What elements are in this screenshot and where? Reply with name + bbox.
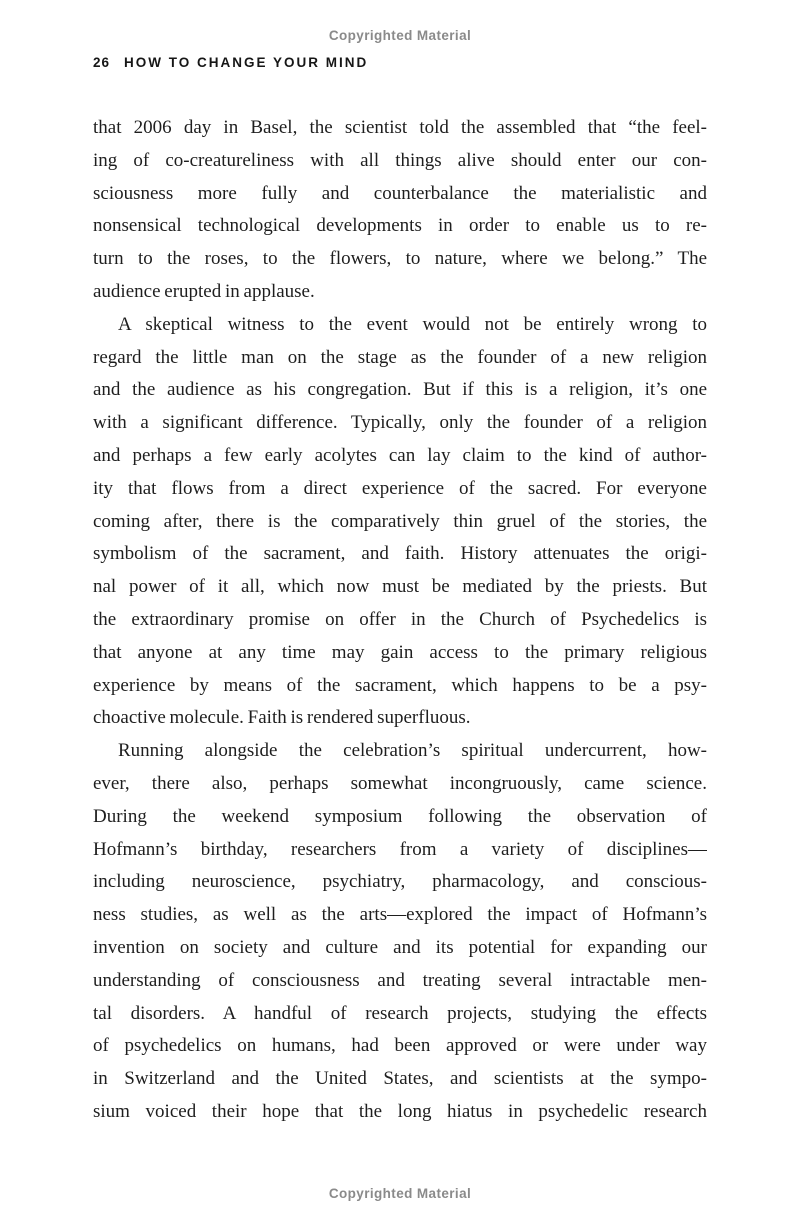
text-line: ing of co-creatureliness with all things alive should enter our con- xyxy=(93,149,707,171)
copyright-notice-bottom: Copyrighted Material xyxy=(328,1186,472,1201)
text-line: of psychedelics on humans, had been approved or were under way xyxy=(93,1035,707,1057)
text-line: and perhaps a few early acolytes can lay claim to the kind of author- xyxy=(93,444,707,466)
text-line: Hofmann’s birthday, researchers from a variety of disciplines— xyxy=(93,838,707,860)
text-line: the extraordinary promise on offer in the Church of Psychedelics is xyxy=(93,608,707,630)
text-line: ever, there also, perhaps somewhat incongruously, came science. xyxy=(93,772,707,794)
text-line: sciousness more fully and counterbalance the materialistic and xyxy=(93,182,707,204)
running-header xyxy=(93,55,368,70)
text-line: audience erupted in applause. xyxy=(93,280,315,302)
text-line: invention on society and culture and its potential for expanding our xyxy=(93,936,707,958)
text-line: tal disorders. A handful of research projects, studying the effects xyxy=(93,1002,707,1024)
text-line: nal power of it all, which now must be mediated by the priests. But xyxy=(93,576,707,598)
text-line: Running alongside the celebration’s spiritual undercurrent, how- xyxy=(118,740,707,762)
text-line: and the audience as his congregation. But if this is a religion, it’s one xyxy=(93,379,707,401)
text-line: experience by means of the sacrament, which happens to be a psy- xyxy=(93,674,707,696)
text-line: understanding of consciousness and treating several intractable men- xyxy=(93,969,707,991)
text-line: nonsensical technological developments in order to enable us to re- xyxy=(93,215,707,237)
text-line: with a significant difference. Typically, only the founder of a religion xyxy=(93,412,707,434)
text-line: ness studies, as well as the arts—explored the impact of Hofmann’s xyxy=(93,904,707,926)
text-line: sium voiced their hope that the long hiatus in psychedelic research xyxy=(93,1100,707,1122)
text-line: including neuroscience, psychiatry, pharmacology, and conscious- xyxy=(93,871,707,893)
text-line: regard the little man on the stage as the founder of a new religion xyxy=(93,346,707,368)
text-line: turn to the roses, to the flowers, to nature, where we belong.” The xyxy=(93,248,707,270)
copyright-notice-top: Copyrighted Material xyxy=(328,28,472,43)
text-line: coming after, there is the comparatively thin gruel of the stories, the xyxy=(93,510,707,532)
text-line: in Switzerland and the United States, and scientists at the sympo- xyxy=(93,1068,707,1090)
text-line: A skeptical witness to the event would not be entirely wrong to xyxy=(118,313,707,335)
text-line: symbolism of the sacrament, and faith. History attenuates the origi- xyxy=(93,543,707,565)
text-line: During the weekend symposium following the observation of xyxy=(93,805,707,827)
body-text xyxy=(93,112,707,1129)
text-line: choactive molecule. Faith is rendered superfluous. xyxy=(93,707,471,729)
page-number: 26 xyxy=(93,55,111,70)
text-line: that 2006 day in Basel, the scientist told the assembled that “the feel- xyxy=(93,117,707,138)
text-line: that anyone at any time may gain access to the primary religious xyxy=(93,641,707,663)
running-title: HOW TO CHANGE YOUR MIND xyxy=(124,55,369,70)
text-line: ity that flows from a direct experience of the sacred. For everyone xyxy=(93,477,707,499)
